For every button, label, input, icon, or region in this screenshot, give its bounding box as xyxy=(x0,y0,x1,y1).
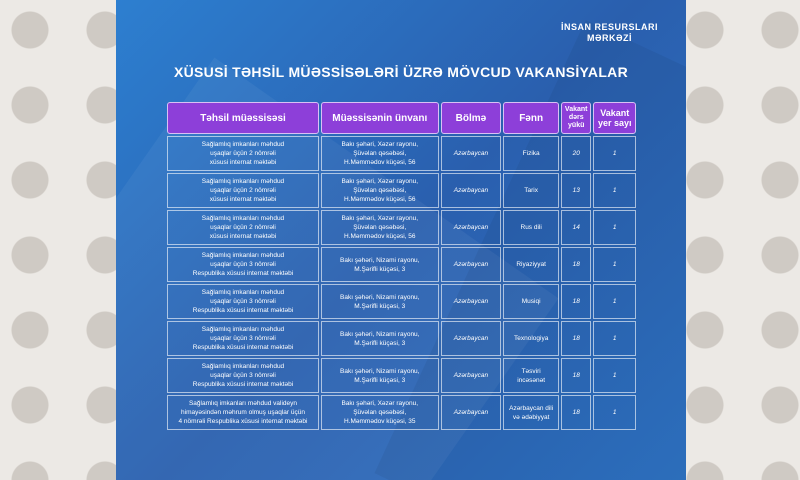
cell-address xyxy=(321,173,439,208)
table-row xyxy=(167,358,636,393)
cell-section: Azərbaycan xyxy=(441,358,502,393)
table-row xyxy=(167,210,636,245)
cell-line: Bakı şəhəri, Xəzər rayonu, xyxy=(341,178,419,185)
table-row xyxy=(167,284,636,319)
cell-line: Respublika xüsusi internat məktəbi xyxy=(192,344,294,351)
cell-subject xyxy=(503,395,559,430)
cell-section: Azərbaycan xyxy=(441,136,502,171)
cell-line: Bakı şəhəri, Nizami rayonu, xyxy=(340,293,420,301)
cell-line: Sağlamlıq imkanları məhdud xyxy=(201,289,285,296)
cell-line: incəsənət xyxy=(517,376,546,384)
header-hours: Vakant dərs yükü xyxy=(561,102,591,134)
cell-hours: 20 xyxy=(561,136,591,171)
cell-line: H.Məmmədov küçəsi, 56 xyxy=(343,159,416,166)
cell-hours: 18 xyxy=(561,395,591,430)
cell-section: Azərbaycan xyxy=(441,247,502,282)
cell-line: xüsusi internat məktəbi xyxy=(209,233,277,240)
table-row xyxy=(167,321,636,356)
cell-line: M.Şərifli küçəsi, 3 xyxy=(354,339,406,347)
cell-line: M.Şərifli küçəsi, 3 xyxy=(354,265,406,273)
cell-line: Şüvəlan qəsəbəsi, xyxy=(353,224,407,231)
vacancy-table xyxy=(165,100,638,432)
cell-line: Respublika xüsusi internat məktəbi xyxy=(192,307,294,314)
cell-subject xyxy=(503,210,559,245)
cell-line: Bakı şəhəri, Xəzər rayonu, xyxy=(341,215,419,222)
cell-line: himayəsindən məhrum olmuş uşaqlar üçün xyxy=(181,409,305,416)
cell-count: 1 xyxy=(593,358,636,393)
cell-line: H.Məmmədov küçəsi, 56 xyxy=(343,233,416,240)
cell-school xyxy=(167,284,319,319)
cell-subject xyxy=(503,358,559,393)
vacancy-poster xyxy=(116,0,686,480)
cell-address xyxy=(321,210,439,245)
cell-subject xyxy=(503,173,559,208)
brand-logo xyxy=(561,22,658,44)
cell-count: 1 xyxy=(593,247,636,282)
cell-line: Texnologiya xyxy=(513,335,549,342)
cell-line: Respublika xüsusi internat məktəbi xyxy=(192,381,294,388)
cell-school xyxy=(167,358,319,393)
cell-count: 1 xyxy=(593,210,636,245)
cell-line: Bakı şəhəri, Xəzər rayonu, xyxy=(341,141,419,148)
header-section: Bölmə xyxy=(441,102,502,134)
cell-line: uşaqlar üçün 3 nömrəli xyxy=(210,261,276,268)
header-school: Təhsil müəssisəsi xyxy=(167,102,319,134)
cell-line: xüsusi internat məktəbi xyxy=(209,159,277,166)
cell-address xyxy=(321,136,439,171)
cell-line: Bakı şəhəri, Nizami rayonu, xyxy=(340,330,420,338)
cell-hours: 13 xyxy=(561,173,591,208)
cell-line: Sağlamlıq imkanları məhdud xyxy=(201,178,285,185)
cell-count: 1 xyxy=(593,395,636,430)
cell-address xyxy=(321,247,439,282)
cell-line: H.Məmmədov küçəsi, 56 xyxy=(343,196,416,203)
cell-line: Musiqi xyxy=(521,298,541,305)
table-row xyxy=(167,247,636,282)
cell-line: Sağlamlıq imkanları məhdud xyxy=(201,215,285,222)
cell-line: Sağlamlıq imkanları məhdud xyxy=(201,141,285,148)
cell-line: M.Şərifli küçəsi, 3 xyxy=(354,376,406,384)
cell-line: uşaqlar üçün 2 nömrəli xyxy=(210,224,276,231)
cell-school xyxy=(167,247,319,282)
cell-address xyxy=(321,358,439,393)
cell-line: Sağlamlıq imkanları məhdud valideyn xyxy=(188,400,297,407)
poster-title: XÜSUSİ TƏHSİL MÜƏSSİSƏLƏRİ ÜZRƏ MÖVCUD VAKANSİYALAR xyxy=(173,64,628,80)
header-address: Müəssisənin ünvanı xyxy=(321,102,439,134)
table-header-row xyxy=(167,102,636,134)
cell-line: Fizika xyxy=(522,150,540,157)
cell-count: 1 xyxy=(593,136,636,171)
cell-line: Bakı şəhəri, Nizami rayonu, xyxy=(340,367,420,375)
table-row xyxy=(167,173,636,208)
cell-line: Bakı şəhəri, Xəzər rayonu, xyxy=(341,400,419,407)
cell-school xyxy=(167,173,319,208)
cell-section: Azərbaycan xyxy=(441,321,502,356)
cell-line: Sağlamlıq imkanları məhdud xyxy=(201,326,285,333)
cell-line: Riyaziyyat xyxy=(516,261,546,268)
cell-line: Sağlamlıq imkanları məhdud xyxy=(201,252,285,259)
cell-line: Azərbaycan dili xyxy=(509,404,554,412)
cell-section: Azərbaycan xyxy=(441,210,502,245)
cell-line: Tarix xyxy=(524,187,539,194)
cell-line: H.Məmmədov küçəsi, 35 xyxy=(343,418,416,425)
cell-line: Bakı şəhəri, Nizami rayonu, xyxy=(340,256,420,264)
cell-subject xyxy=(503,247,559,282)
cell-line: Rus dili xyxy=(520,224,542,231)
cell-line: Respublika xüsusi internat məktəbi xyxy=(192,270,294,277)
cell-subject xyxy=(503,284,559,319)
cell-count: 1 xyxy=(593,321,636,356)
cell-address xyxy=(321,321,439,356)
header-count: Vakant yer sayı xyxy=(593,102,636,134)
cell-line: uşaqlar üçün 3 nömrəli xyxy=(210,335,276,342)
cell-line: Şüvəlan qəsəbəsi, xyxy=(353,409,407,416)
cell-line: uşaqlar üçün 3 nömrəli xyxy=(210,298,276,305)
cell-address xyxy=(321,284,439,319)
cell-school xyxy=(167,321,319,356)
cell-line: Sağlamlıq imkanları məhdud xyxy=(201,363,285,370)
cell-line: uşaqlar üçün 3 nömrəli xyxy=(210,372,276,379)
cell-count: 1 xyxy=(593,284,636,319)
cell-hours: 18 xyxy=(561,321,591,356)
cell-subject xyxy=(503,136,559,171)
cell-line: Təsviri xyxy=(521,367,541,375)
cell-hours: 14 xyxy=(561,210,591,245)
cell-school xyxy=(167,136,319,171)
cell-hours: 18 xyxy=(561,358,591,393)
cell-subject xyxy=(503,321,559,356)
cell-line: uşaqlar üçün 2 nömrəli xyxy=(210,187,276,194)
cell-line: Şüvəlan qəsəbəsi, xyxy=(353,187,407,194)
cell-section: Azərbaycan xyxy=(441,284,502,319)
header-subject: Fənn xyxy=(503,102,559,134)
table-row xyxy=(167,395,636,430)
cell-school xyxy=(167,210,319,245)
brand-line-2: MƏRKƏZİ xyxy=(586,33,633,43)
cell-line: M.Şərifli küçəsi, 3 xyxy=(354,302,406,310)
cell-address xyxy=(321,395,439,430)
cell-hours: 18 xyxy=(561,284,591,319)
cell-line: uşaqlar üçün 2 nömrəli xyxy=(210,150,276,157)
cell-line: 4 nömrəli Respublika xüsusi internat məktəbi xyxy=(178,418,308,425)
table-row xyxy=(167,136,636,171)
cell-line: və ədəbiyyat xyxy=(512,413,550,421)
cell-hours: 18 xyxy=(561,247,591,282)
cell-count: 1 xyxy=(593,173,636,208)
cell-school xyxy=(167,395,319,430)
cell-section: Azərbaycan xyxy=(441,173,502,208)
cell-line: Şüvəlan qəsəbəsi, xyxy=(353,150,407,157)
brand-line-1: İNSAN RESURSLARI xyxy=(560,22,658,32)
cell-section: Azərbaycan xyxy=(441,395,502,430)
cell-line: xüsusi internat məktəbi xyxy=(209,196,277,203)
